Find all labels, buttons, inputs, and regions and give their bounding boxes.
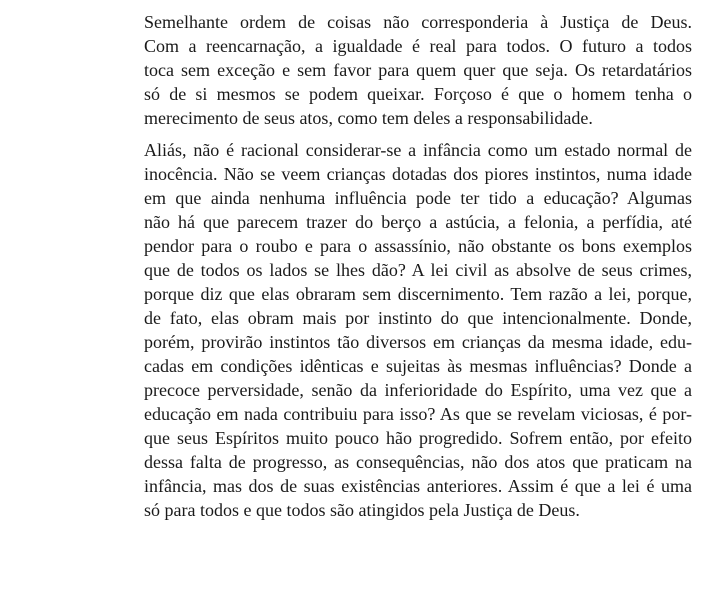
- text-line: cadas em condições idênticas e sujeitas às mesmas influências? Donde a: [144, 356, 692, 376]
- body-text: [144, 10, 692, 522]
- text-line: precoce perversidade, senão da inferioridade do Espírito, uma vez que a: [144, 380, 692, 400]
- text-line: pendor para o roubo e para o assassínio, não obstante os bons exemplos: [144, 236, 692, 256]
- text-line: merecimento de seus atos, como tem deles a responsabilidade.: [144, 108, 593, 128]
- text-line: que de todos os lados se lhes dão? A lei civil as absolve de seus crimes,: [144, 260, 692, 280]
- text-line: porque diz que elas obraram sem discernimento. Tem razão a lei, porque,: [144, 284, 692, 304]
- text-line: dessa falta de progresso, as consequências, não dos atos que praticam na: [144, 452, 692, 472]
- paragraph-2: [144, 138, 692, 522]
- paragraph-spacer: [144, 130, 692, 138]
- text-line: não há que parecem trazer do berço a astúcia, a felonia, a perfídia, até: [144, 212, 692, 232]
- text-line: educação em nada contribuiu para isso? As que se revelam viciosas, é por-: [144, 404, 692, 424]
- text-line: só para todos e que todos são atingidos pela Justiça de Deus.: [144, 500, 580, 520]
- text-line: porém, provirão instintos tão diversos em crianças da mesma idade, edu-: [144, 332, 692, 352]
- text-line: Semelhante ordem de coisas não corresponderia à Justiça de Deus.: [144, 12, 692, 32]
- text-line: só de si mesmos se podem queixar. Forçoso é que o homem tenha o: [144, 84, 692, 104]
- paragraph-1: [144, 10, 692, 130]
- text-line: em que ainda nenhuma influência pode ter tido a educação? Algumas: [144, 188, 692, 208]
- text-line: toca sem exceção e sem favor para quem quer que seja. Os retardatários: [144, 60, 692, 80]
- text-line: inocência. Não se veem crianças dotadas dos piores instintos, numa idade: [144, 164, 692, 184]
- text-line: de fato, elas obram mais por instinto do que intencionalmente. Donde,: [144, 308, 692, 328]
- text-line: infância, mas dos de suas existências anteriores. Assim é que a lei é uma: [144, 476, 692, 496]
- text-line: Com a reencarnação, a igualdade é real para todos. O futuro a todos: [144, 36, 692, 56]
- text-line: que seus Espíritos muito pouco hão progredido. Sofrem então, por efeito: [144, 428, 692, 448]
- text-line: Aliás, não é racional considerar-se a infância como um estado normal de: [144, 140, 692, 160]
